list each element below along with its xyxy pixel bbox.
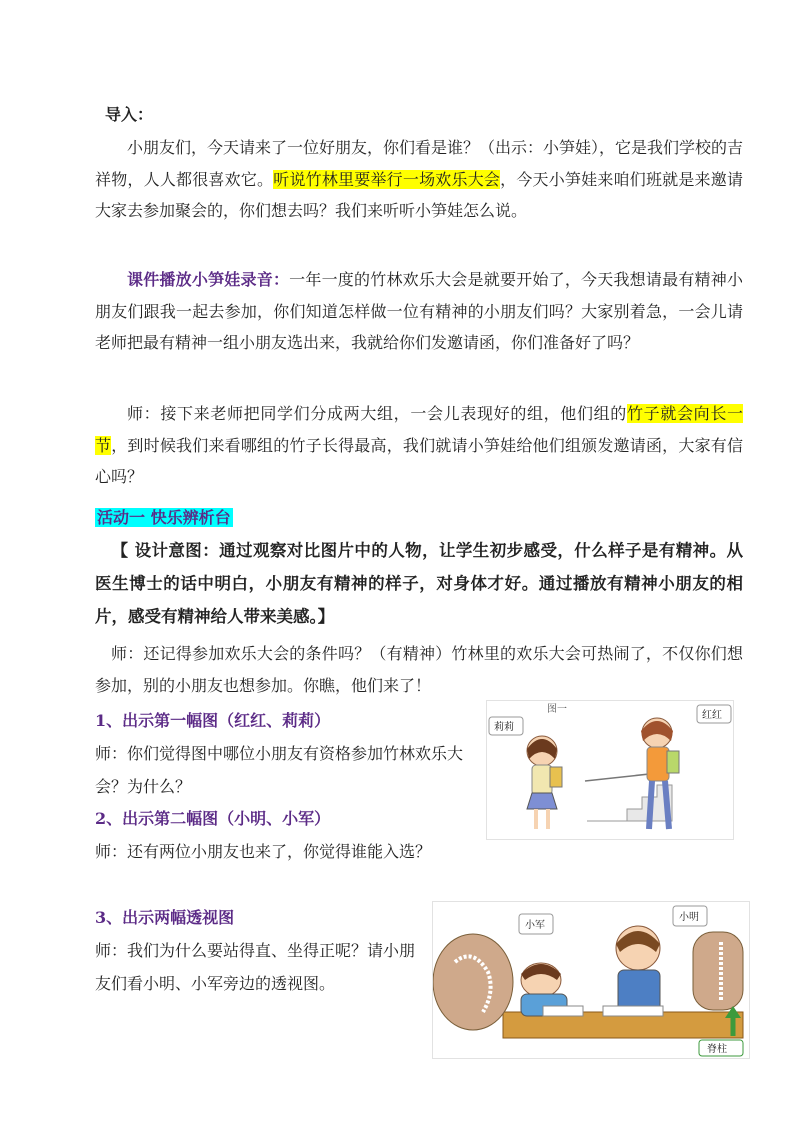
recording-label: 课件播放小笋娃录音： (127, 270, 290, 289)
activity-teacher-text: 师：还记得参加欢乐大会的条件吗？（有精神）竹林里的欢乐大会可热闹了，不仅你们想参加，别的小朋友也想参加。你瞧，他们来了！ (95, 644, 743, 695)
figure-1-left-tag: 莉莉 (494, 722, 514, 733)
highlight-bamboo-grow: 竹子就会向长一节 (95, 404, 743, 455)
recording-text: 一年一度的竹林欢乐大会是就要开始了，今天我想请最有精神小朋友们跟我一起去参加，你们知道怎样做一位有精神的小朋友们吗？大家别着急，一会儿请老师把最有精神一组小朋友选出来，我就给你们发邀请函，你们准备好了吗？ (95, 270, 743, 352)
figure-2-illustration (433, 902, 749, 1058)
spine-tag: 脊柱 (707, 1044, 727, 1055)
figure-2-right-tag: 小明 (679, 912, 699, 923)
teacher-text-b: ，到时候我们来看哪组的竹子长得最高，我们就请小笋娃给他们组颁发邀请函，大家有信心吗？ (95, 435, 743, 486)
figure-1-corner-label: 图一 (547, 704, 567, 715)
step-2-title: 2、出示第二幅图（小明、小军） (95, 809, 331, 828)
figure-1-right-tag: 红红 (702, 710, 722, 721)
step-3-title: 3、出示两幅透视图 (95, 908, 235, 927)
teacher-text-a: 师：接下来老师把同学们分成两大组，一会儿表现好的组，他们组的 (127, 404, 627, 423)
intro-paragraph-2 (95, 264, 743, 359)
intro-heading: 导入： (105, 105, 154, 124)
figure-2-left-tag: 小军 (525, 920, 545, 931)
intro-text-a: 小朋友们，今天请来了一位好朋友，你们看是谁？（出示：小笋娃），它是我们学校的吉祥物，人人都很喜欢它。 (95, 138, 744, 189)
step-2-text: 师：还有两位小朋友也来了，你觉得谁能入选？ (95, 842, 432, 861)
design-intent: 【 设计意图：通过观察对比图片中的人物，让学生初步感受，什么样子是有精神。从医生博士的话中明白，小朋友有精神的样子，对身体才好。通过播放有精神小朋友的相片，感受有精神给人带来美感。】 (95, 541, 743, 626)
step-1-title: 1、出示第一幅图（红红、莉莉） (95, 711, 331, 730)
activity-heading-wrap (95, 502, 743, 534)
figure-1-illustration (487, 701, 733, 839)
intro-text-b: ，今天小笋娃来咱们班就是来邀请大家去参加聚会的，你们想去吗？我们来听听小笋娃怎么说。 (95, 169, 743, 220)
intro-paragraph-3 (95, 398, 743, 493)
highlight-bamboo-party: 听说竹林里要举行一场欢乐大会 (273, 169, 501, 189)
activity-heading: 活动一 快乐辨析台 (97, 508, 231, 527)
figure-1 (486, 700, 734, 840)
intro-paragraph-1 (95, 132, 743, 227)
step-1-text: 师：你们觉得图中哪位小朋友有资格参加竹林欢乐大会？为什么？ (95, 744, 464, 796)
figure-2 (432, 901, 750, 1059)
left-spine-xray (433, 934, 513, 1030)
step-3-text: 师：我们为什么要站得直、坐得正呢？请小朋友们看小明、小军旁边的透视图。 (95, 941, 416, 993)
